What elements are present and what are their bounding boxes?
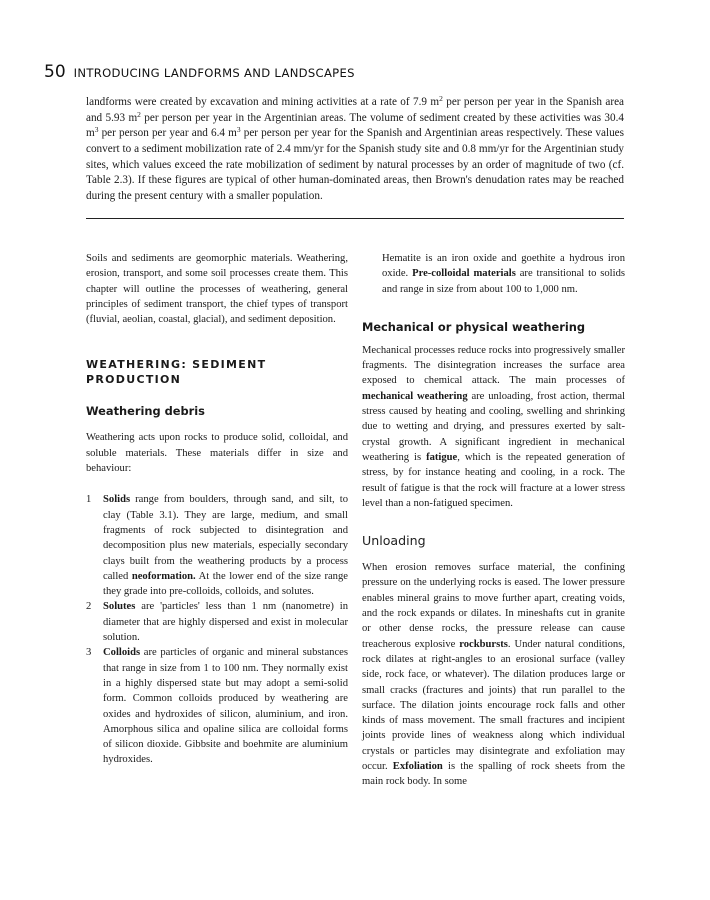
- list-number: 1: [86, 494, 92, 506]
- list-text: are 'particles' less than 1 nm (nanometre) in diameter that are highly dispersed and exist in molecular solution.: [103, 601, 348, 644]
- unloading-paragraph: [362, 560, 625, 789]
- term-fatigue: fatigue: [426, 451, 458, 463]
- box-text: per person per year and 6.4 m: [98, 127, 237, 140]
- superscript: 3: [94, 125, 99, 135]
- weathering-paragraph: Weathering acts upon rocks to produce solid, colloidal, and soluble materials. These materials differ in size and behaviour:: [86, 432, 348, 475]
- body-text: is the spalling of rock sheets from the main rock body. In some: [362, 761, 625, 788]
- superscript: 3: [236, 125, 241, 135]
- term-exfoliation: Exfoliation: [392, 761, 443, 773]
- body-text: are transitional to solids and range in size from about 100 to 1,000 nm.: [382, 268, 625, 295]
- box-text: per person per year in the Spanish area and 5.93 m: [86, 96, 624, 124]
- box-bottom-rule: [86, 218, 624, 219]
- term-colloids: Colloids: [103, 647, 141, 659]
- list-number: 3: [86, 647, 92, 659]
- body-text: Mechanical processes reduce rocks into progressively smaller fragments. The disintegration increases the surface area exposed to chemical attack. The main processes of: [362, 344, 625, 387]
- term-solids: Solids: [103, 494, 131, 506]
- superscript: 2: [439, 94, 443, 103]
- box-text: landforms were created by excavation and mining activities at a rate of 7.9 m: [86, 96, 440, 108]
- term-mechanical-weathering: mechanical weathering: [362, 390, 468, 402]
- term-rockbursts: rockbursts: [459, 638, 508, 650]
- running-head: [44, 62, 355, 84]
- mechanical-paragraph: [362, 343, 625, 511]
- section-heading: [86, 357, 348, 387]
- term-pre-colloidal: Pre-colloidal materials: [412, 268, 516, 280]
- section-heading-line: WEATHERING: SEDIMENT: [86, 358, 267, 372]
- term-neoformation: neoformation.: [131, 570, 196, 582]
- body-text: , which is the repeated generation of stress, by for instance heating and cooling, in a rock. The result of fatigue is that the rock will fracture at a lower stress level than a non-fatigued specimen.: [362, 451, 625, 509]
- box-text: per person per year in the Argentinian areas. The volume of sediment created by these activities was 30.4 m: [86, 111, 625, 140]
- box-text: per person per year for the Spanish and Argentinian areas respectively. These values convert to a sediment mobilization rate of 2.4 mm/yr for the Spanish study site and 0.8 mm/yr for the Argentinian study sites, which values exceed the rate mobilization of sediment by natural processes by an order of magnitude of two (cf. Table 2.3). If these figures are typical of other human-dominated areas, then Brown's denudation rates may be reached during the present century with a smaller population.: [86, 127, 624, 202]
- subheading-mechanical-weathering: Mechanical or physical weathering: [362, 319, 586, 334]
- subheading-unloading: Unloading: [362, 533, 426, 549]
- left-column: [86, 251, 348, 768]
- page-number: 50: [44, 62, 66, 82]
- continued-list-text: [362, 251, 625, 297]
- body-text: . Under natural conditions, rock dilates at right-angles to an erosional surface (valley side, rock face, or whatever). The dilation produces large or small cracks (fractures and joints) that run parallel to the surface. The dilation joints encourage rock falls and other kinds of mass movement. The small fractures and incipient joints provide lines of weakness along which individual crystals or particles may disintegrate and exfoliation may occur.: [362, 638, 625, 773]
- body-text: are unloading, frost action, thermal stress caused by heating and cooling, swelling and shrinking due to wetting and drying, and pressures exerted by salt-crystal growth. A significant ingredient in mechanical weathering is: [362, 390, 625, 463]
- list-text: At the lower end of the size range they grade into pre-colloids, colloids, and solutes.: [103, 570, 348, 598]
- intro-paragraph: Soils and sediments are geomorphic materials. Weathering, erosion, transport, and some soil processes create them. This chapter will outline the processes of weathering, general principles of sediment transport, the chief types of transport (fluvial, aeolian, coastal, glacial), and sediment deposition.: [86, 253, 348, 326]
- list-text: range from boulders, through sand, and silt, to clay (Table 3.1). They are large, medium, and small fragments of rock subjected to disintegration and decomposition plus new materials, especially secondary clays built from the weathering products by a process called: [103, 494, 348, 582]
- list-item: [86, 492, 348, 599]
- body-text: Hematite is an iron oxide and goethite a hydrous iron oxide.: [382, 253, 625, 280]
- list-number: 2: [86, 601, 92, 613]
- list-item: [86, 645, 348, 767]
- list-item: [86, 599, 348, 645]
- materials-list: [86, 492, 348, 767]
- body-text: When erosion removes surface material, the confining pressure on the underlying rocks is eased. The lower pressure enables mineral grains to move further apart, creating voids, and the rock expands or dilates. In mineshafts cut in granite or other dense rocks, the pressure release can cause treacherous explosive: [362, 562, 625, 650]
- superscript: 2: [137, 109, 141, 119]
- boxed-text-continuation: [86, 95, 624, 205]
- subheading-weathering-debris: Weathering debris: [86, 404, 205, 419]
- section-heading-line: PRODUCTION: [86, 373, 182, 387]
- list-text: are particles of organic and mineral substances that range in size from 1 to 100 nm. They normally exist in a highly dispersed state but may adopt a semi-solid form. Common colloids produced by weathering are oxides and hydroxides of silicon, aluminium, and iron. Amorphous silica and opaline silica are colloidal forms of silicon dioxide. Gibbsite and boehmite are aluminium hydroxides.: [103, 647, 348, 766]
- right-column: [362, 251, 625, 790]
- term-solutes: Solutes: [103, 601, 136, 613]
- running-title: INTRODUCING LANDFORMS AND LANDSCAPES: [73, 66, 355, 80]
